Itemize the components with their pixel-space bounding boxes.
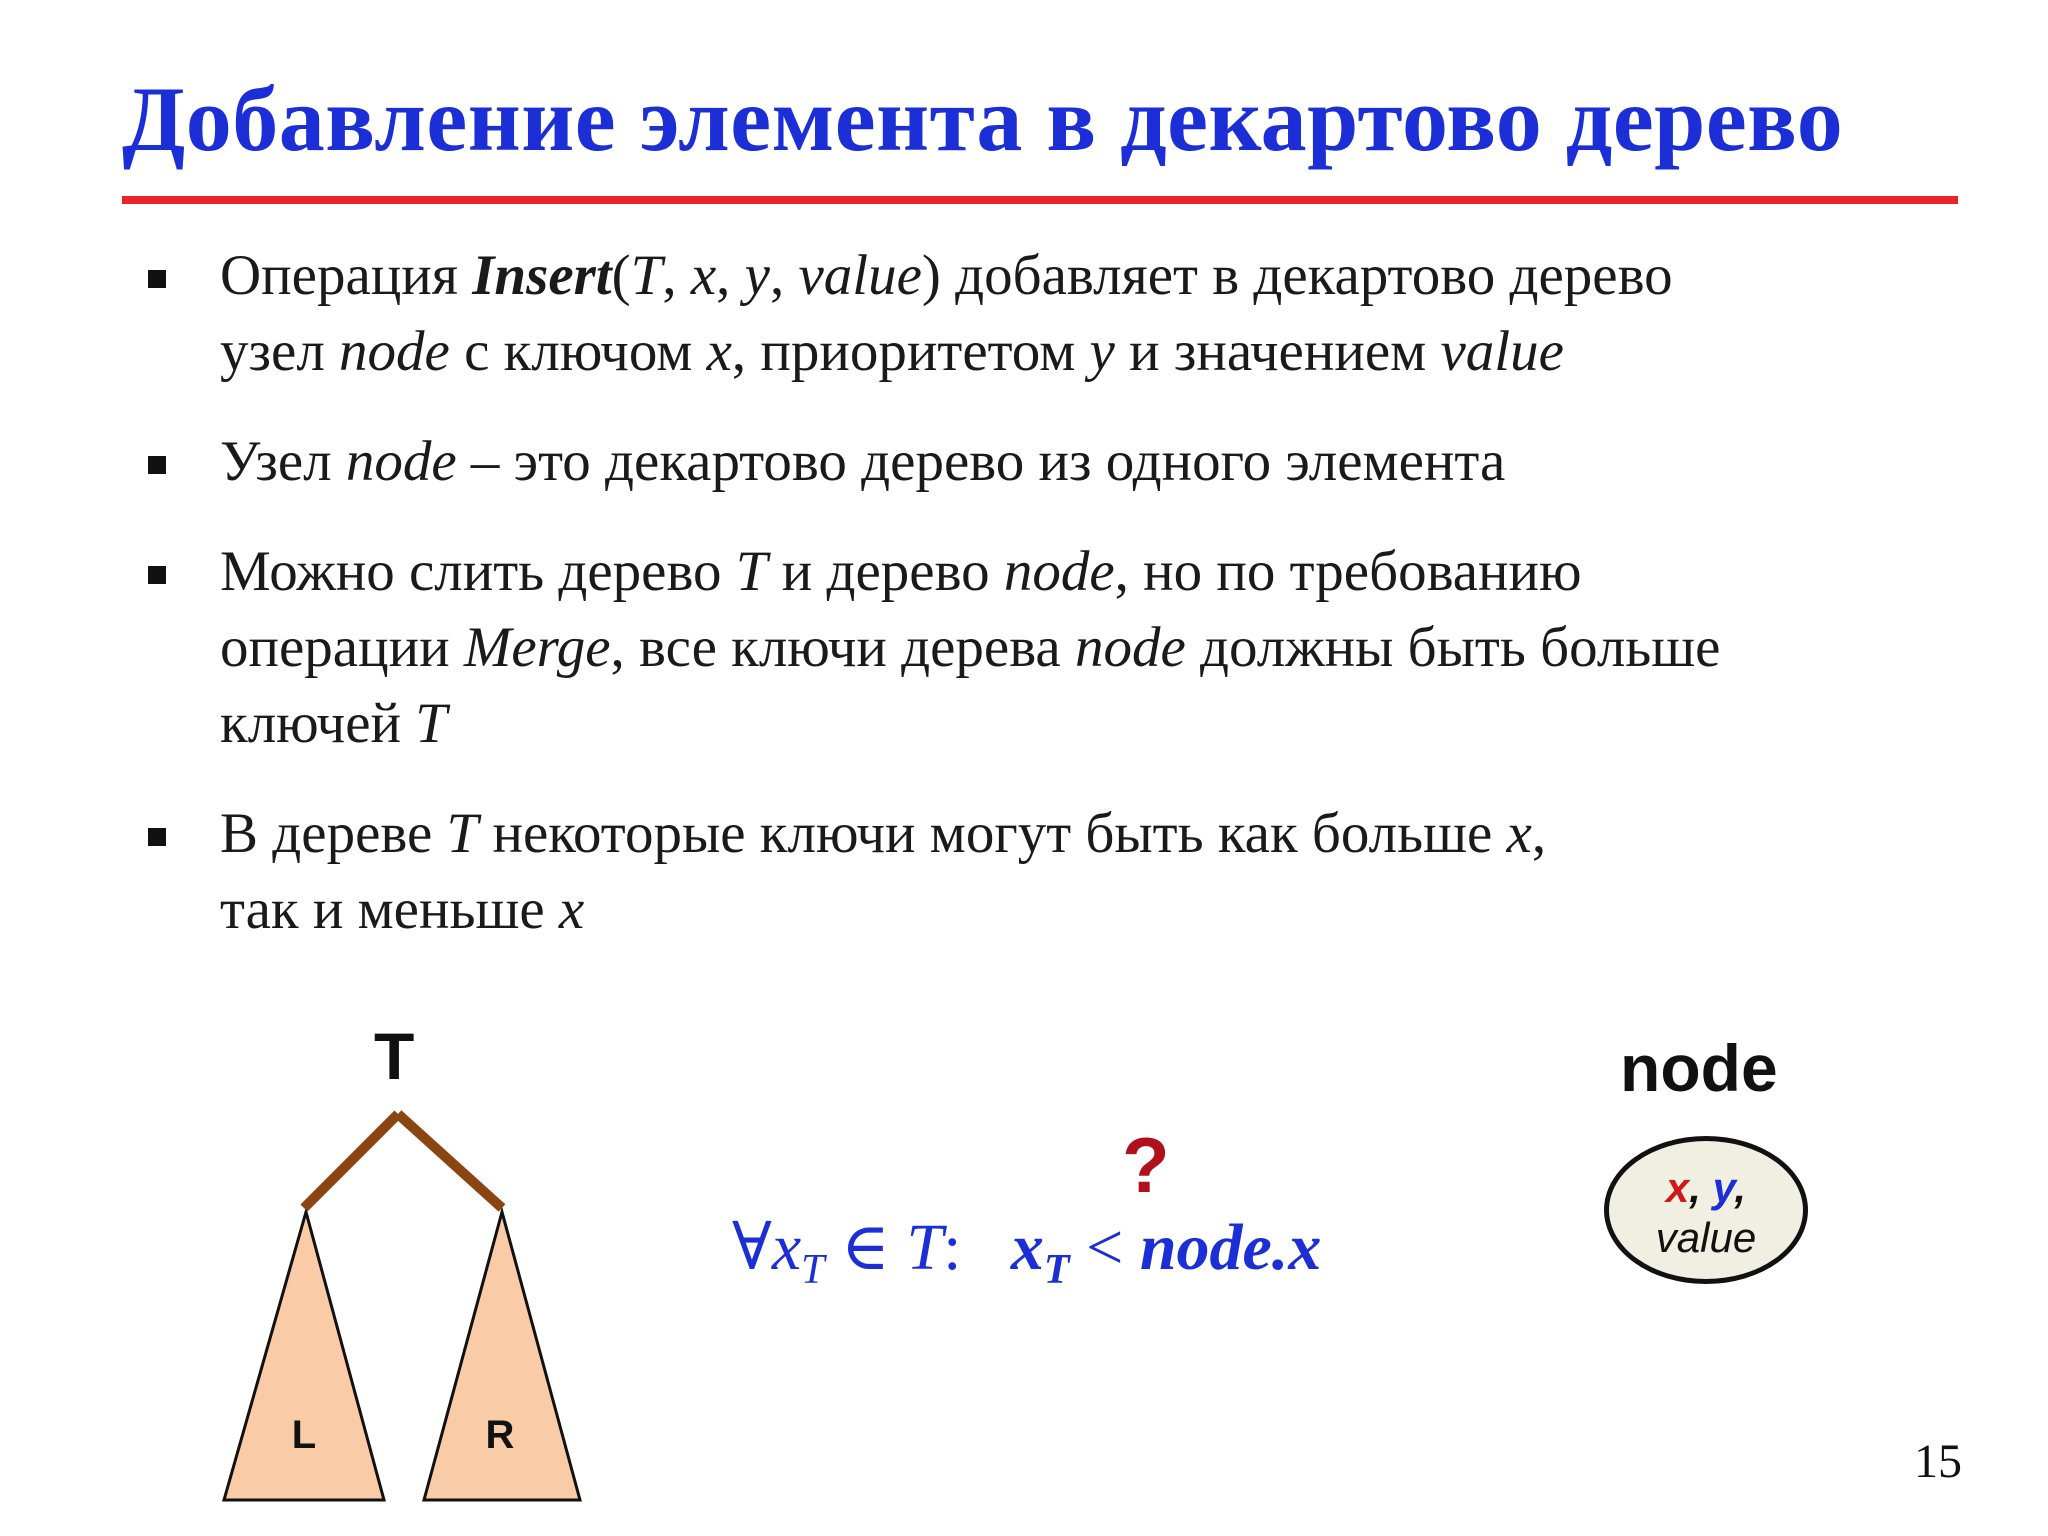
text-run: Можно слить дерево <box>220 540 736 603</box>
text-run: x <box>690 244 717 307</box>
text-run: и значением <box>1114 320 1441 383</box>
node-key: x <box>1665 1164 1690 1211</box>
text-run: x <box>706 320 732 383</box>
text-run: T <box>446 802 479 865</box>
node-ellipse <box>1604 1136 1808 1284</box>
right-subtree-label: R <box>485 1413 515 1457</box>
text-run: Узел <box>220 430 346 493</box>
text-run: некоторые ключи могут быть как больше <box>478 802 1507 865</box>
text-run: T <box>735 540 768 603</box>
text-run: – это декартово дерево из одного элемента <box>456 430 1506 493</box>
text-run: node <box>345 430 457 493</box>
text-run: , приоритетом <box>731 320 1090 383</box>
text-run: T <box>415 692 447 755</box>
left-subtree-label: L <box>291 1413 317 1457</box>
formula-sub-T: T <box>801 1247 825 1293</box>
text-run: , все ключи дерева <box>610 616 1075 679</box>
text-run: node <box>1003 540 1115 603</box>
text-run: Insert <box>472 244 612 307</box>
text-run: T <box>630 244 663 307</box>
slide-title: Добавление элемента в декартово дерево <box>122 68 1844 170</box>
text-run: ключей <box>220 692 416 755</box>
text-run: и дерево <box>767 540 1004 603</box>
element-of-symbol: ∈ <box>824 1211 907 1284</box>
text-run: x <box>1506 802 1532 865</box>
formula-strong-sub-T: T <box>1043 1247 1070 1293</box>
tree-root-label: T <box>374 1019 415 1093</box>
tree-edge-left <box>304 1114 398 1208</box>
formula-colon: : <box>943 1211 962 1284</box>
text-run: В дереве <box>220 802 447 865</box>
text-run: ( <box>611 244 631 307</box>
text-run: value <box>1440 320 1564 383</box>
text-run: value <box>798 244 922 307</box>
key-condition-formula <box>732 1208 1321 1294</box>
text-run: , <box>662 244 691 307</box>
text-run: y <box>1089 320 1115 383</box>
text-run: , <box>716 244 745 307</box>
formula-var-x: x <box>771 1211 802 1284</box>
text-run: ) добавляет в декартово дерево <box>921 244 1673 307</box>
page-number: 15 <box>1914 1435 1962 1488</box>
text-run: с ключом <box>449 320 707 383</box>
node-value: value <box>1655 1214 1757 1261</box>
formula-var-T: T <box>906 1211 944 1284</box>
formula-node-x: node.x <box>1139 1211 1322 1284</box>
text-run: должны быть больше <box>1185 616 1721 679</box>
text-run: node <box>339 320 450 383</box>
text-run: узел <box>220 320 340 383</box>
node-key-priority: x, y, <box>1665 1164 1747 1211</box>
node-priority: y <box>1712 1164 1735 1211</box>
text-run: Merge <box>463 616 611 679</box>
text-run: node <box>1074 616 1186 679</box>
text-run: x <box>558 878 585 941</box>
text-run: операции <box>220 616 464 679</box>
tree-edge-right <box>398 1114 502 1208</box>
text-run: y <box>744 244 770 307</box>
question-mark: ? <box>1122 1121 1170 1209</box>
forall-symbol: ∀ <box>732 1211 772 1284</box>
text-run: , но по требованию <box>1114 540 1582 603</box>
text-run: , <box>1531 802 1547 865</box>
text-run: так и меньше <box>220 878 559 941</box>
less-than-symbol: < <box>1069 1211 1140 1284</box>
node-label: node <box>1620 1031 1778 1105</box>
text-run: Операция <box>220 244 473 307</box>
text-run: , <box>769 244 799 307</box>
formula-strong-x: x <box>1010 1211 1044 1284</box>
